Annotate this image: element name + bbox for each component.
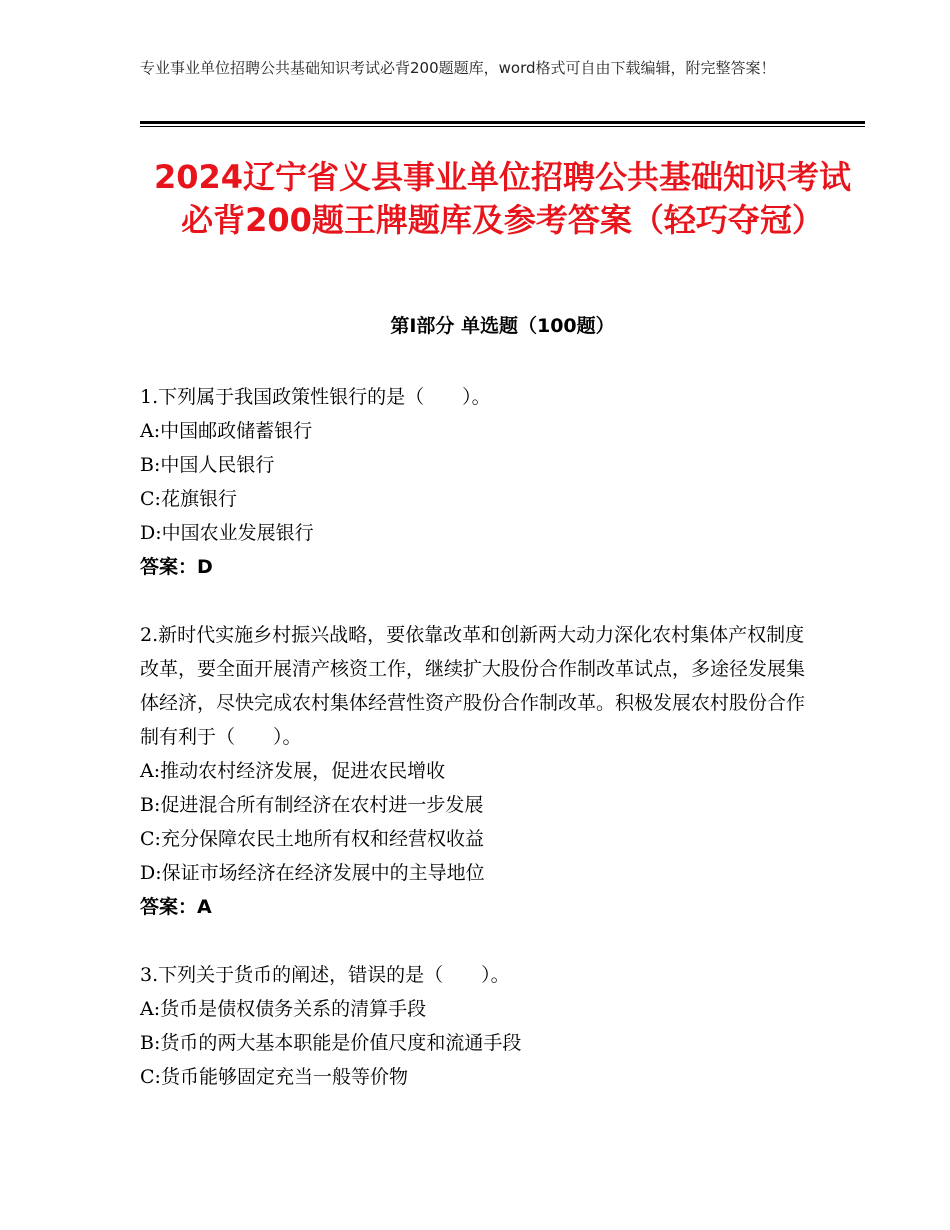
option-d: D:中国农业发展银行 bbox=[140, 522, 314, 544]
option-a: A:货币是债权债务关系的清算手段 bbox=[140, 998, 427, 1020]
section-heading: 第I部分 单选题（100题） bbox=[390, 315, 615, 337]
option-a: A:中国邮政储蓄银行 bbox=[140, 420, 313, 442]
question-list bbox=[140, 380, 820, 1094]
answer: 答案：D bbox=[140, 556, 213, 578]
option-c: C:充分保障农民土地所有权和经营权收益 bbox=[140, 828, 484, 850]
header-rule-thin bbox=[140, 126, 865, 127]
option-a: A:推动农村经济发展，促进农民增收 bbox=[140, 760, 446, 782]
option-b: B:促进混合所有制经济在农村进一步发展 bbox=[140, 794, 484, 816]
header-rule-thick bbox=[140, 121, 865, 124]
option-d: D:保证市场经济在经济发展中的主导地位 bbox=[140, 862, 485, 884]
answer: 答案：A bbox=[140, 896, 212, 918]
option-c: C:货币能够固定充当一般等价物 bbox=[140, 1066, 408, 1088]
option-b: B:中国人民银行 bbox=[140, 454, 275, 476]
question-stem: 3.下列关于货币的阐述，错误的是（ ）。 bbox=[140, 964, 510, 986]
question-stem: 2.新时代实施乡村振兴战略，要依靠改革和创新两大动力深化农村集体产权制度改革，要全面开展清产核资工作，继续扩大股份合作制改革试点，多途径发展集体经济，尽快完成农村集体经营性资产股份合作制改革。积极发展农村股份合作制有利于（ ）。 bbox=[140, 624, 806, 748]
document-title: 2024辽宁省义县事业单位招聘公共基础知识考试必背200题王牌题库及参考答案（轻巧夺冠） bbox=[153, 158, 852, 239]
option-b: B:货币的两大基本职能是价值尺度和流通手段 bbox=[140, 1032, 522, 1054]
header-note: 专业事业单位招聘公共基础知识考试必背200题题库，word格式可自由下载编辑，附完整答案！ bbox=[140, 59, 776, 77]
option-c: C:花旗银行 bbox=[140, 488, 237, 510]
question-stem: 1.下列属于我国政策性银行的是（ ）。 bbox=[140, 386, 491, 408]
